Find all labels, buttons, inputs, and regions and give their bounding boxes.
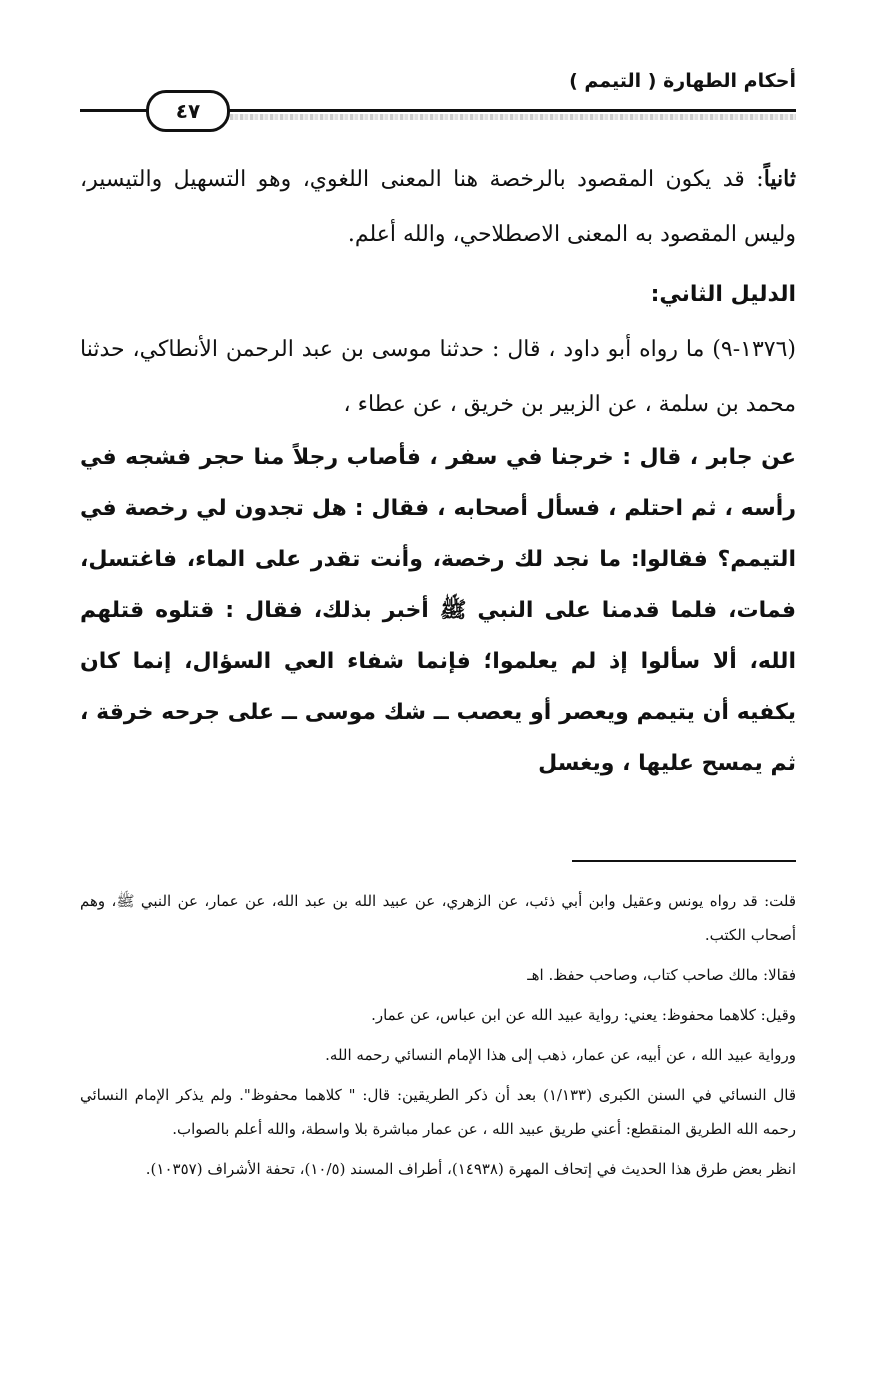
footnote-paragraph: قلت: قد رواه يونس وعقيل وابن أبي ذئب، عن الزهري، عن عبيد الله بن عبد الله، عن عمار، عن النبي ﷺ، وهم أصحاب الكتب. <box>80 892 796 944</box>
paragraph-text: : قد يكون المقصود بالرخصة هنا المعنى اللغوي، وهو التسهيل والتيسير، وليس المقصود به المعنى الاصطلاحي، والله أعلم. <box>80 167 796 247</box>
footnote-paragraph: انظر بعض طرق هذا الحديث في إتحاف المهرة (١٤٩٣٨)، أطراف المسند (١٠/٥)، تحفة الأشراف (١٠٣٥٧). <box>145 1160 796 1178</box>
header-rule-ornament <box>230 114 796 120</box>
page-number: ٤٧ <box>146 90 230 132</box>
footnote-separator <box>572 860 796 862</box>
hadith-text: عن جابر ، قال : خرجنا في سفر ، فأصاب رجلاً منا حجر فشجه في رأسه ، ثم احتلم ، فسأل أصحابه ، فقال : هل تجدون لي رخصة في التيمم؟ فقالوا: ما نجد لك رخصة، وأنت تقدر على الماء، فاغتسل، فمات، فلما قدمنا على النبي ﷺ أخبر بذلك، فقال : قتلوه قتلهم الله، ألا سألوا إذ لم يعلموا؛ فإنما شفاء العي السؤال، إنما كان يكفيه أن يتيمم ويعصر أو يعصب ــ شك موسى ــ على جرحه خرقة ، ثم يمسح عليها ، ويغسل <box>80 445 796 776</box>
isnad-paragraph: (١٣٧٦-٩) ما رواه أبو داود ، قال : حدثنا موسى بن عبد الرحمن الأنطاكي، حدثنا محمد بن سلمة ، عن الزبير بن خريق ، عن عطاء ، <box>80 337 796 417</box>
footnote-paragraph: فقالا: مالك صاحب كتاب، وصاحب حفظ. اهـ <box>527 966 796 984</box>
paragraph-lead: ثانياً <box>763 166 796 192</box>
footnote-paragraph: ورواية عبيد الله ، عن أبيه، عن عمار، ذهب إلى هذا الإمام النسائي رحمه الله. <box>325 1046 796 1064</box>
book-title: أحكام الطهارة ( التيمم ) <box>569 70 796 92</box>
footnote-paragraph: وقيل: كلاهما محفوظ: يعني: رواية عبيد الله عن ابن عباس، عن عمار. <box>371 1006 796 1024</box>
page-header <box>80 62 796 132</box>
footnotes <box>80 884 796 1192</box>
main-text <box>80 152 796 789</box>
footnote-paragraph: قال النسائي في السنن الكبرى (١/١٣٣) بعد أن ذكر الطريقين: قال: " كلاهما محفوظ". ولم يذكر الإمام النسائي رحمه الله الطريق المنقطع: أعني طريق عبيد الله ، عن عمار مباشرة بلا واسطة، والله أعلم بالصواب. <box>80 1086 796 1138</box>
paragraph-secondly <box>80 152 796 262</box>
section-heading: الدليل الثاني: <box>650 282 796 307</box>
